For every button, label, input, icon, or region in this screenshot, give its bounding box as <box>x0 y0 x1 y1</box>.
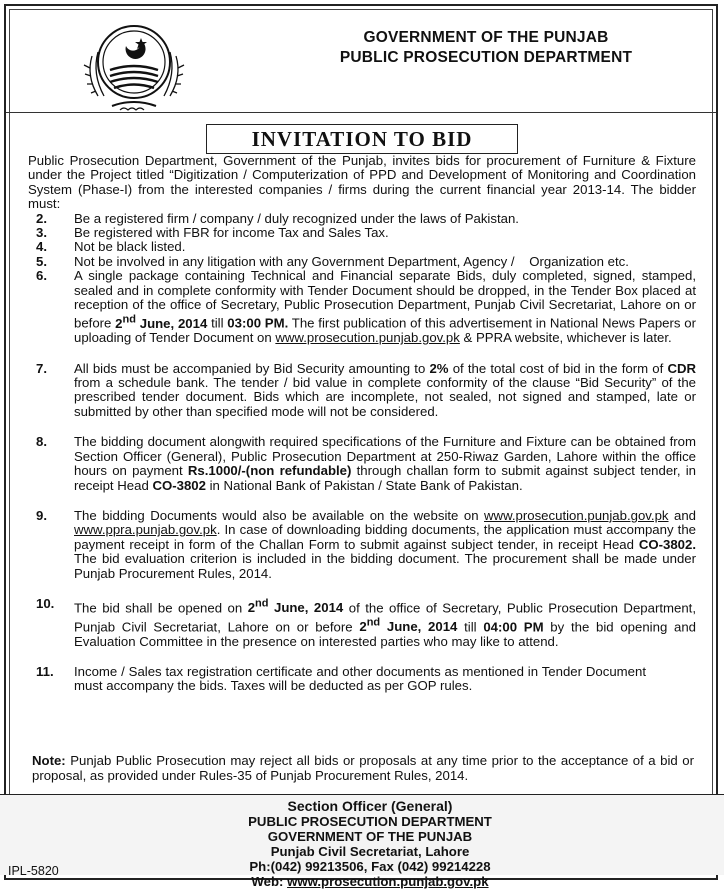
intro-paragraph: Public Prosecution Department, Government of the Punjab, invites bids for procurement of Furniture & Fixture under the Project titled “Digitization / Computerization of PPD and Development of Monitoring and Coordination System (Phase-I) from the interested companies / firms during the current financial year 2013-14. The bidder must: <box>28 153 696 212</box>
item-10-text-c: till <box>457 619 484 635</box>
item-text: Not be black listed. <box>74 239 186 255</box>
footer-web-label: Web: <box>251 874 288 889</box>
note-text: Punjab Public Prosecution may reject all bids or proposals at any time prior to the acceptance of a bid or proposal, as provided under Rules-35 of Punjab Procurement Rules, 2014. <box>32 753 694 783</box>
spacer <box>28 346 696 362</box>
item-6-text-c: The first publication of this advertisement in National News Papers or uploading of Tender Document on <box>74 315 696 346</box>
header-divider <box>6 112 716 113</box>
deadline-time: 03:00 PM. <box>227 315 289 331</box>
footer-address: Punjab Civil Secretariat, Lahore <box>270 844 470 859</box>
footer-officer: Section Officer (General) <box>287 798 453 814</box>
punjab-emblem-logo <box>78 16 190 118</box>
item-number: 7. <box>36 360 47 376</box>
item-text: Be a registered firm / company / duly recognized under the laws of Pakistan. <box>74 210 519 226</box>
list-item <box>28 255 696 269</box>
deadline-day: 2 <box>115 315 123 331</box>
item-7-text-c: from a schedule bank. The tender / bid value in complete conformity of the clause “Bid Security” of the prescribed tender document. Bids which are incomplete, not sealed, not signed and stamped, late or submitted by other than specified mode will not be considered. <box>74 375 696 419</box>
item-6-text-a: A single package containing Technical and Financial separate Bids, duly completed, signed, stamped, sealed and in complete conformity with Tender Document should be dropped, in the Tender Box placed at reception of the office of Secretary, Public Prosecution Department, Punjab Civil Secretariat, Lahore on or before <box>74 268 696 331</box>
item-8-text-c: in National Bank of Pakistan / State Bank of Pakistan. <box>205 477 523 493</box>
footer-web-link[interactable]: www.prosecution.punjab.gov.pk <box>287 874 489 889</box>
deadline-sup: nd <box>122 313 136 326</box>
receipt-head: CO-3802. <box>638 536 696 552</box>
deadline-date <box>359 616 458 635</box>
deadline-month: June, 2014 <box>135 315 208 331</box>
item-number: 9. <box>36 507 47 523</box>
item-7-text-a: All bids must be accompanied by Bid Security amounting to <box>74 360 430 376</box>
item-8-text-a: The bidding document alongwith required specifications of the Furniture and Fixture can be obtained from Section Officer (General), Public Prosecution Department at 250-Riwaz Garden, Lahore within the office hours on payment <box>74 434 696 479</box>
deadline-date <box>115 313 208 331</box>
item-9-text-a: The bidding Documents would also be available on the website on <box>74 507 485 523</box>
list-item <box>28 226 696 240</box>
opening-date <box>247 597 344 616</box>
spacer <box>28 493 696 509</box>
spacer <box>28 419 696 435</box>
item-number: 2. <box>36 210 47 226</box>
item-6-text-b: till <box>207 315 228 331</box>
header-block <box>296 28 676 68</box>
item-text <box>74 362 696 420</box>
item-10-text-a: The bid shall be opened on <box>74 600 248 616</box>
bid-body <box>28 154 696 694</box>
list-item <box>28 240 696 254</box>
item-7-text-b: of the total cost of bid in the form of <box>448 360 668 376</box>
deadline-sup: nd <box>366 616 381 629</box>
spacer <box>28 649 696 665</box>
item-text <box>74 509 696 581</box>
note-label: Note: <box>32 753 66 768</box>
list-item <box>28 435 696 493</box>
item-text: Be registered with FBR for income Tax and Sales Tax. <box>74 225 389 241</box>
cdr-label: CDR <box>667 360 697 376</box>
item-text <box>74 435 696 493</box>
item-number: 11. <box>36 663 54 679</box>
item-9-text-b: . In case of downloading bidding documents, the application must accompany the payment receipt in form of the Challan Form to submit against subject tender, in receipt Head <box>74 522 696 552</box>
footer-department: PUBLIC PROSECUTION DEPARTMENT <box>248 814 492 829</box>
item-text: Not be involved in any litigation with any Government Department, Agency / Organization etc. <box>74 253 629 269</box>
item-text: Income / Sales tax registration certificate and other documents as mentioned in Tender Document must accompany the bids. Taxes will be deducted as per GOP rules. <box>74 663 646 694</box>
item-number: 6. <box>36 268 47 284</box>
header-line-1: GOVERNMENT OF THE PUNJAB <box>363 29 609 46</box>
footer-block <box>0 794 724 889</box>
note-paragraph <box>32 753 694 783</box>
website-link[interactable]: www.prosecution.punjab.gov.pk <box>275 330 460 346</box>
item-number: 3. <box>36 225 47 241</box>
header-line-2: PUBLIC PROSECUTION DEPARTMENT <box>339 49 633 66</box>
list-item <box>28 269 696 345</box>
list-item <box>28 597 696 649</box>
deadline-month: June, 2014 <box>380 619 458 635</box>
item-10-text-b: of the office of Secretary, Public Prosecution Department, Punjab Civil Secretariat, Lahore on or before <box>74 600 696 635</box>
item-9-text-c: The bid evaluation criterion is included in the bidding document. The procurement shall be made under Punjab Procurement Rules, 2014. <box>74 551 696 581</box>
website-link[interactable]: www.prosecution.punjab.gov.pk <box>484 507 669 523</box>
item-number: 5. <box>36 253 47 269</box>
item-number: 4. <box>36 239 47 255</box>
opening-sup: nd <box>255 597 269 610</box>
list-item <box>28 362 696 420</box>
item-9-and: and <box>668 507 697 523</box>
footer-phone: Ph:(042) 99213506, Fax (042) 99214228 <box>249 859 491 874</box>
item-10-text-d: by the bid opening and Evaluation Committee in the presence on interested parties who may like to attend. <box>74 619 697 649</box>
footer-government: GOVERNMENT OF THE PUNJAB <box>267 829 473 844</box>
opening-day: 2 <box>247 600 256 616</box>
list-item <box>28 509 696 581</box>
receipt-head: CO-3802 <box>152 477 206 493</box>
list-item <box>28 665 696 694</box>
item-number: 8. <box>36 434 47 450</box>
document-fee: Rs.1000/-(non refundable) <box>187 463 352 479</box>
opening-month: June, 2014 <box>268 600 344 616</box>
item-text <box>74 597 696 649</box>
ppra-website-link[interactable]: www.ppra.punjab.gov.pk <box>74 522 217 538</box>
item-6-text-d: & PPRA website, whichever is later. <box>459 330 672 346</box>
opening-time: 04:00 PM <box>483 619 544 635</box>
footer-web <box>190 874 550 889</box>
deadline-day: 2 <box>359 619 367 635</box>
ad-reference-code: IPL-5820 <box>8 864 59 878</box>
item-number: 10. <box>36 595 55 611</box>
list-item <box>28 212 696 226</box>
item-8-text-b: through challan form to submit against subject tender, in receipt Head <box>74 463 696 493</box>
page-title: INVITATION TO BID <box>206 124 518 154</box>
spacer <box>28 581 696 597</box>
footer-contact <box>190 799 550 889</box>
bid-security-percent: 2% <box>429 360 449 376</box>
item-text <box>74 269 696 345</box>
